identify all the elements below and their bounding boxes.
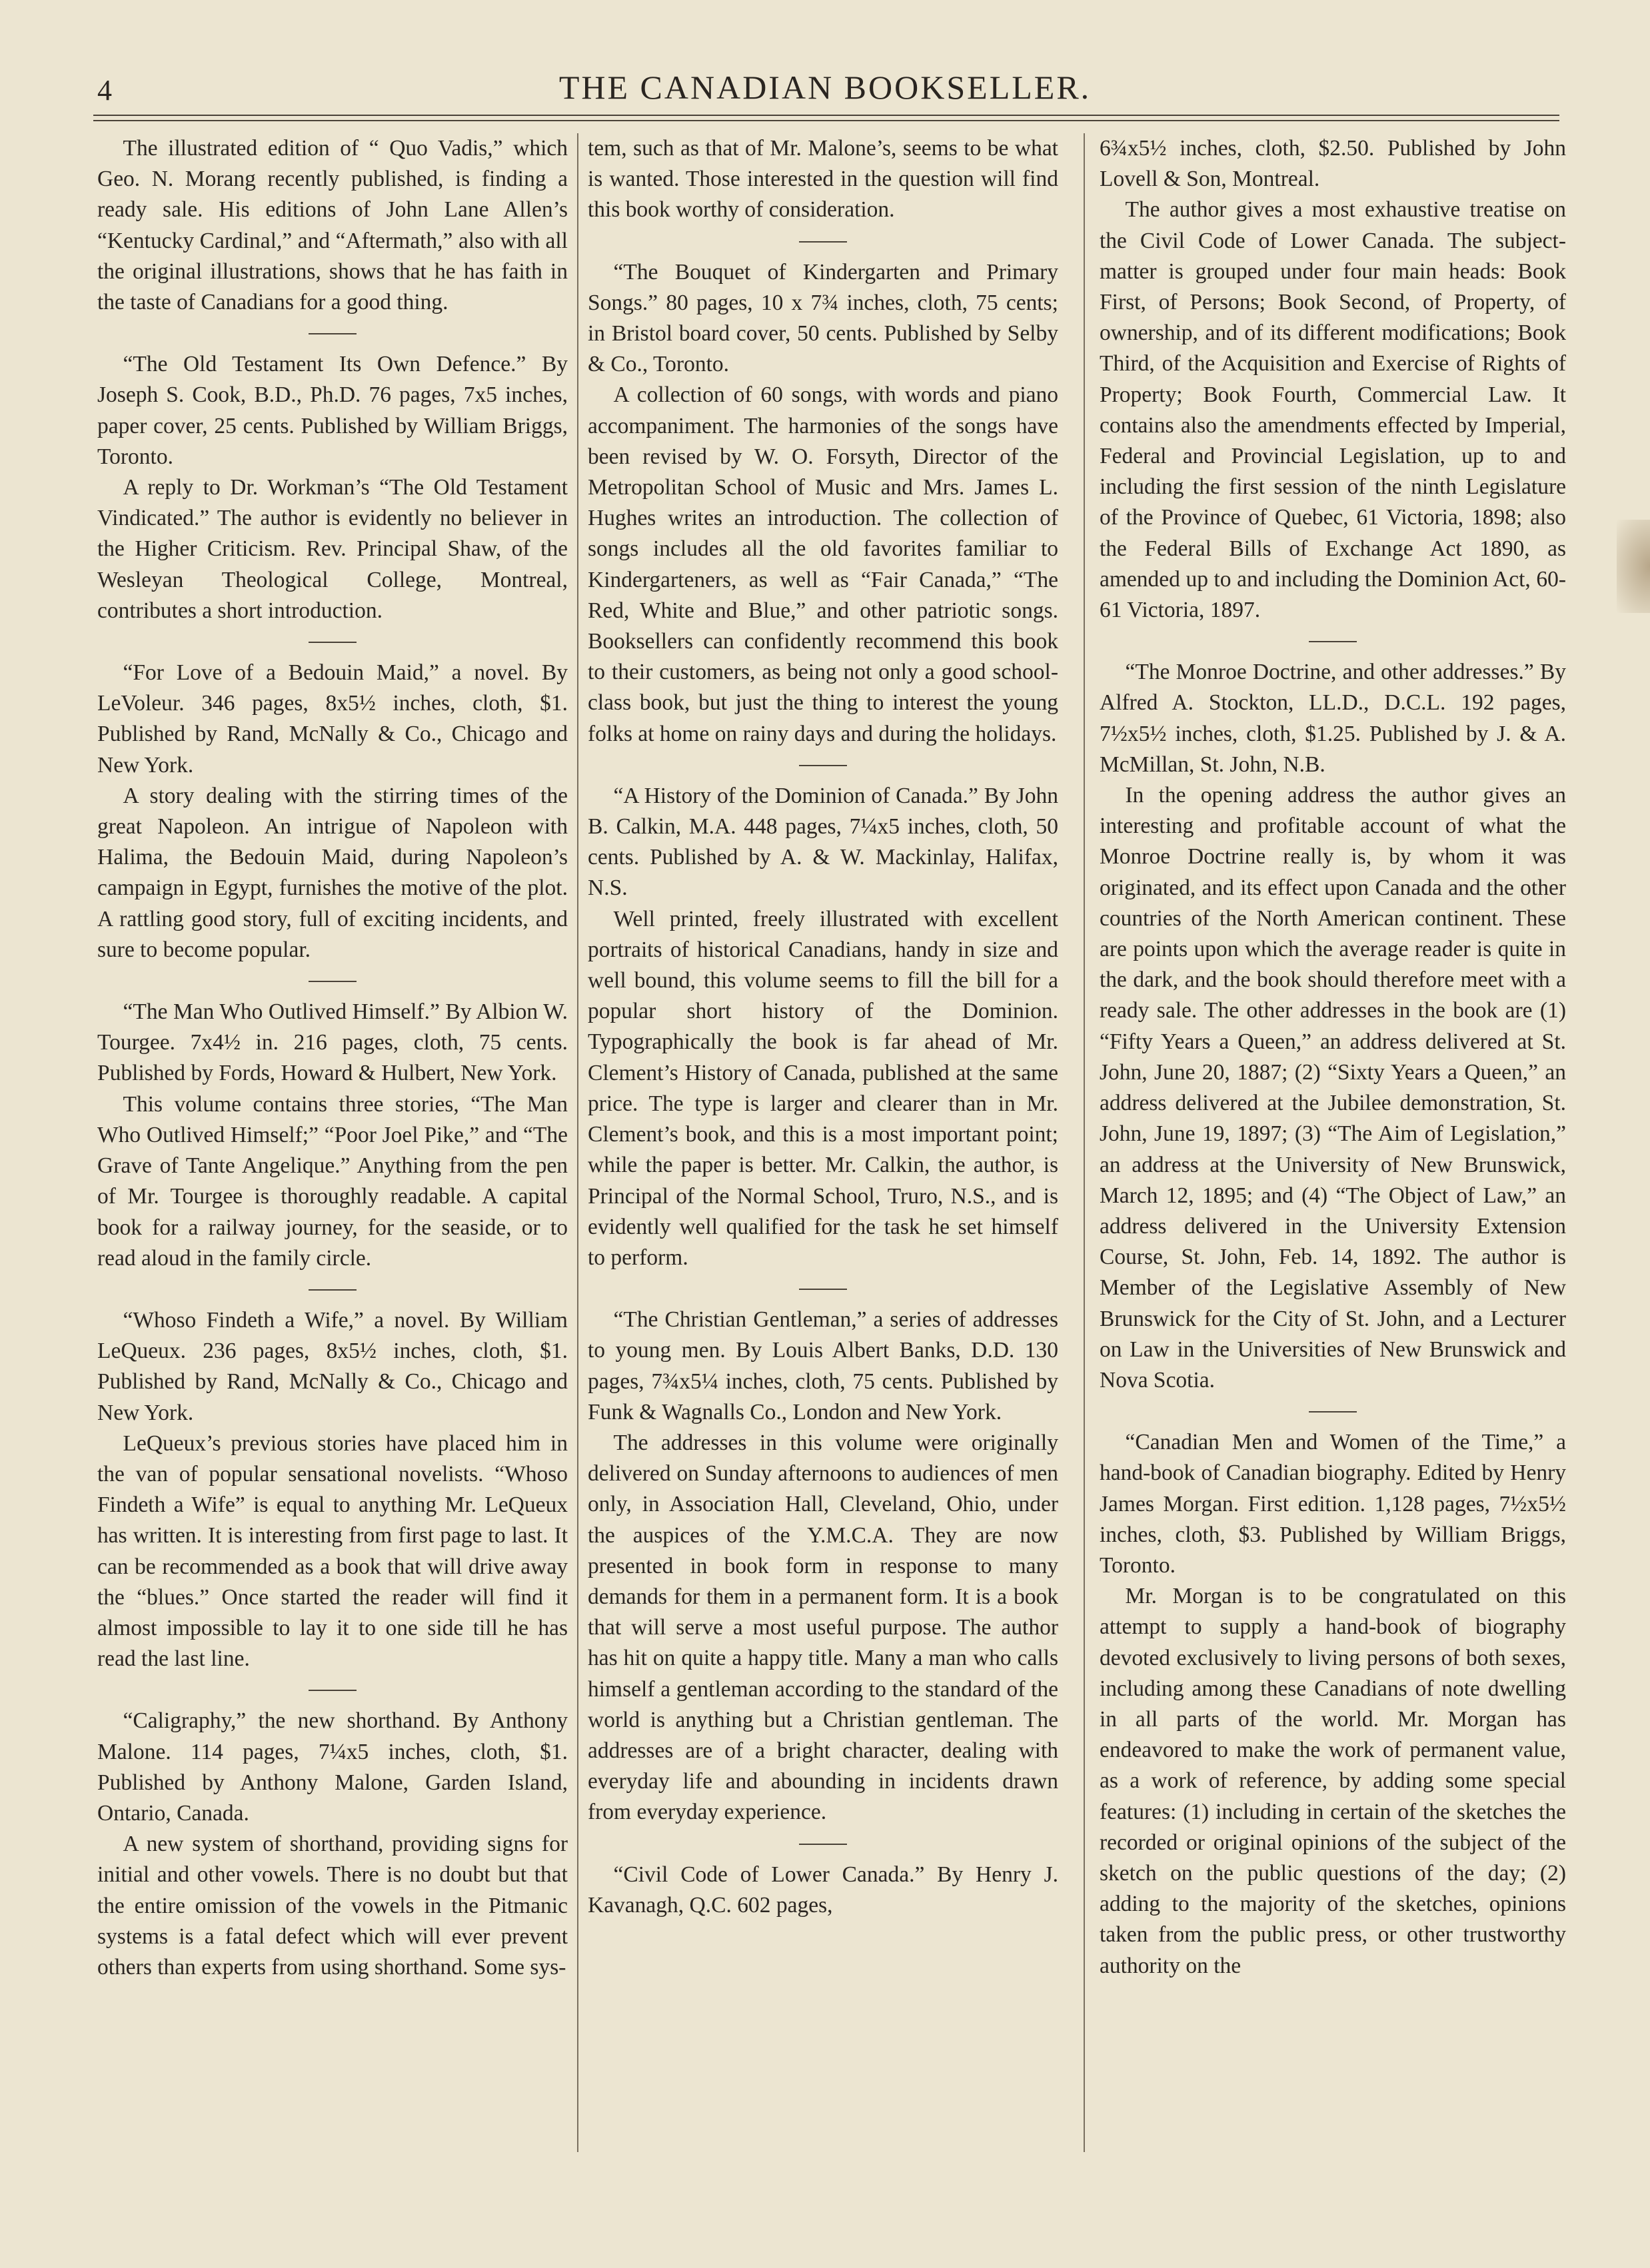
header-rule-double — [93, 120, 1559, 121]
paragraph: A reply to Dr. Workman’s “The Old Testament Vindicated.” The author is evidently no believer in the Higher Criticism. Rev. Principal Shaw, of the Wesleyan Theological College, Montreal, contributes a short introduction. — [97, 475, 568, 623]
section-separator — [309, 642, 357, 643]
section-separator — [309, 981, 357, 982]
section-separator — [799, 1844, 847, 1845]
review-citation: “Civil Code of Lower Canada.” By Henry J. Kavanagh, Q.C. 602 pages, — [588, 1862, 1058, 1918]
paragraph: In the opening address the author gives an interesting and profitable account of what the Monroe Doctrine really is, by whom it was originated, and its effect upon Canada and the other countries of the North American continent. These are points upon which the average reader is quite in the dark, and the book should therefore meet with a ready sale. The other addresses in the book are (1) “Fifty Years a Queen,” an address delivered at St. John, June 20, 1887; (2) “Sixty Years a Queen,” an address delivered at the Jubilee demonstration, St. John, June 19, 1897; (3) “The Aim of Legislation,” an address at the University of New Brunswick, March 12, 1895; and (4) “The Object of Law,” an address delivered in the University Extension Course, St. John, Feb. 14, 1892. The author is Member of the Legislative Assembly of New Brunswick for the City of St. John, and a Lecturer on Law in the Universities of New Brunswick and Nova Scotia. — [1100, 783, 1566, 1393]
header-rule — [93, 115, 1559, 116]
review-citation: “Whoso Findeth a Wife,” a novel. By William LeQueux. 236 pages, 8x5½ inches, cloth, $1. Published by Rand, McNally & Co., Chicago and New York. — [97, 1307, 568, 1425]
paragraph: Mr. Morgan is to be congratulated on this attempt to supply a hand-book of biography devoted exclusively to living persons of both sexes, including among these Canadians of note dwelling in all parts of the world. Mr. Morgan has endeavored to make the work of permanent value, as a work of reference, by adding some special features: (1) including in certain of the sketches the recorded or original opinions of the subject of the sketch on the public questions of the day; (2) adding to the majority of the sketches, opinions taken from the public press, or other trustworthy authority on the — [1100, 1584, 1566, 1978]
section-separator — [309, 333, 357, 334]
review-citation: “For Love of a Bedouin Maid,” a novel. By LeVoleur. 346 pages, 8x5½ inches, cloth, $1. Published by Rand, McNally & Co., Chicago and New York. — [97, 660, 568, 778]
review-citation: “Caligraphy,” the new shorthand. By Anthony Malone. 114 pages, 7¼x5 inches, cloth, $1. Published by Anthony Malone, Garden Island, Ontario, Canada. — [97, 1708, 568, 1826]
review-citation: “The Old Testament Its Own Defence.” By Joseph S. Cook, B.D., Ph.D. 76 pages, 7x5 inches, paper cover, 25 cents. Published by William Briggs, Toronto. — [97, 352, 568, 469]
review-citation: “The Christian Gentleman,” a series of addresses to young men. By Louis Albert Banks, D.D. 130 pages, 7¾x5¼ inches, cloth, 75 cents. Published by Funk & Wagnalls Co., London and New York. — [588, 1307, 1058, 1424]
paragraph: LeQueux’s previous stories have placed him in the van of popular sensational novelists. “Whoso Findeth a Wife” is equal to anything Mr. LeQueux has written. It is interesting from first page to last. It can be recommended as a book that will drive away the “blues.” Once started the reader will find it almost impossible to lay it to one side till he has read the last line. — [97, 1430, 568, 1672]
paragraph: The addresses in this volume were originally delivered on Sunday afternoons to audiences of men only, in Association Hall, Cleveland, Ohio, under the auspices of the Y.M.C.A. They are now presented in book form in response to many demands for them in a permanent form. It is a book that will serve a most useful purpose. The author has hit on quite a happy title. Many a man who calls himself a gentleman according to the standard of the world is anything but a Christian gentleman. The addresses are of a bright character, dealing with everyday life and abounding in incidents drawn from everyday experience. — [588, 1430, 1058, 1825]
column-divider — [577, 133, 578, 2152]
section-separator — [799, 765, 847, 766]
review-citation: “The Man Who Outlived Himself.” By Albion W. Tourgee. 7x4½ in. 216 pages, cloth, 75 cents. Published by Fords, Howard & Hulbert, New York. — [97, 999, 568, 1086]
paragraph-continued: tem, such as that of Mr. Malone’s, seems to be what is wanted. Those interested in the question will find this book worthy of consideration. — [588, 136, 1058, 223]
paragraph: A collection of 60 songs, with words and piano accompaniment. The harmonies of the songs have been revised by W. O. Forsyth, Director of the Metropolitan School of Music and Mrs. James L. Hughes writes an introduction. The collection of songs includes all the old favorites familiar to Kindergarteners, as well as “Fair Canada,” “The Red, White and Blue,” and other patriotic songs. Booksellers can confidently recommend this book to their customers, as being not only a good school-class book, but just the thing to interest the young folks at home on rainy days and during the holidays. — [588, 382, 1058, 746]
column-1 — [97, 133, 568, 1983]
paragraph-continued: 6¾x5½ inches, cloth, $2.50. Published by John Lovell & Son, Montreal. — [1100, 136, 1566, 192]
section-separator — [799, 1289, 847, 1290]
column-3 — [1100, 133, 1566, 1982]
paragraph: The author gives a most exhaustive treatise on the Civil Code of Lower Canada. The subject-matter is grouped under four main heads: Book First, of Persons; Book Second, of Property, of ownership, and of its different modifications; Book Third, of the Acquisition and Exercise of Rights of Property; Book Fourth, Commercial Law. It contains also the amendments effected by Imperial, Federal and Provincial Legislation, up to and including the first session of the ninth Legislature of the Province of Quebec, 61 Victoria, 1898; also the Federal Bills of Exchange Act 1890, as amended up to and including the Dominion Act, 60-61 Victoria, 1897. — [1100, 197, 1566, 623]
section-separator — [309, 1289, 357, 1291]
review-citation: “The Monroe Doctrine, and other addresses.” By Alfred A. Stockton, LL.D., D.C.L. 192 pages, 7½x5½ inches, cloth, $1.25. Published by J. & A. McMillan, St. John, N.B. — [1100, 660, 1566, 777]
review-citation: “A History of the Dominion of Canada.” By John B. Calkin, M.A. 448 pages, 7¼x5 inches, cloth, 50 cents. Published by A. & W. Mackinlay, Halifax, N.S. — [588, 783, 1058, 901]
page-number: 4 — [97, 74, 112, 107]
masthead-title: THE CANADIAN BOOKSELLER. — [558, 69, 1092, 106]
paragraph: Well printed, freely illustrated with excellent portraits of historical Canadians, handy in size and well bound, this volume seems to fill the bill for a popular short history of the Dominion. Typographically the book is far ahead of Mr. Clement’s History of Canada, published at the same price. The type is larger and clearer than in Mr. Clement’s book, and this is a most important point; while the paper is better. Mr. Calkin, the author, is Principal of the Normal School, Truro, N.S., and is evidently well qualified for the task he set himself to perform. — [588, 906, 1058, 1270]
paragraph: The illustrated edition of “ Quo Vadis,” which Geo. N. Morang recently published, is finding a ready sale. His editions of John Lane Allen’s “Kentucky Cardinal,” and “Aftermath,” also with all the original illustrations, shows that he has faith in the taste of Canadians for a good thing. — [97, 136, 568, 315]
section-separator — [309, 1690, 357, 1691]
section-separator — [799, 241, 847, 243]
paper-stain — [1617, 520, 1650, 613]
paragraph: A new system of shorthand, providing signs for initial and other vowels. There is no doubt but that the entire omission of the vowels in the Pitmanic systems is a fatal defect which will ever prevent others than experts from using shorthand. Some sys- — [97, 1832, 568, 1980]
section-separator — [1309, 1411, 1357, 1413]
paragraph: A story dealing with the stirring times of the great Napoleon. An intrigue of Napoleon with Halima, the Bedouin Maid, during Napoleon’s campaign in Egypt, furnishes the motive of the plot. A rattling good story, full of exciting incidents, and sure to become popular. — [97, 783, 568, 962]
column-divider — [1084, 133, 1085, 2152]
section-separator — [1309, 641, 1357, 642]
paragraph: This volume contains three stories, “The Man Who Outlived Himself;” “Poor Joel Pike,” and “The Grave of Tante Angelique.” Anything from the pen of Mr. Tourgee is thoroughly readable. A capital book for a railway journey, for the seaside, or to read aloud in the family circle. — [97, 1091, 568, 1271]
review-citation: “Canadian Men and Women of the Time,” a hand-book of Canadian biography. Edited by Henry James Morgan. First edition. 1,128 pages, 7½x5½ inches, cloth, $3. Published by William Briggs, Toronto. — [1100, 1430, 1566, 1578]
column-2 — [588, 133, 1058, 1921]
review-citation: “The Bouquet of Kindergarten and Primary Songs.” 80 pages, 10 x 7¾ inches, cloth, 75 cents; in Bristol board cover, 50 cents. Published by Selby & Co., Toronto. — [588, 259, 1058, 377]
